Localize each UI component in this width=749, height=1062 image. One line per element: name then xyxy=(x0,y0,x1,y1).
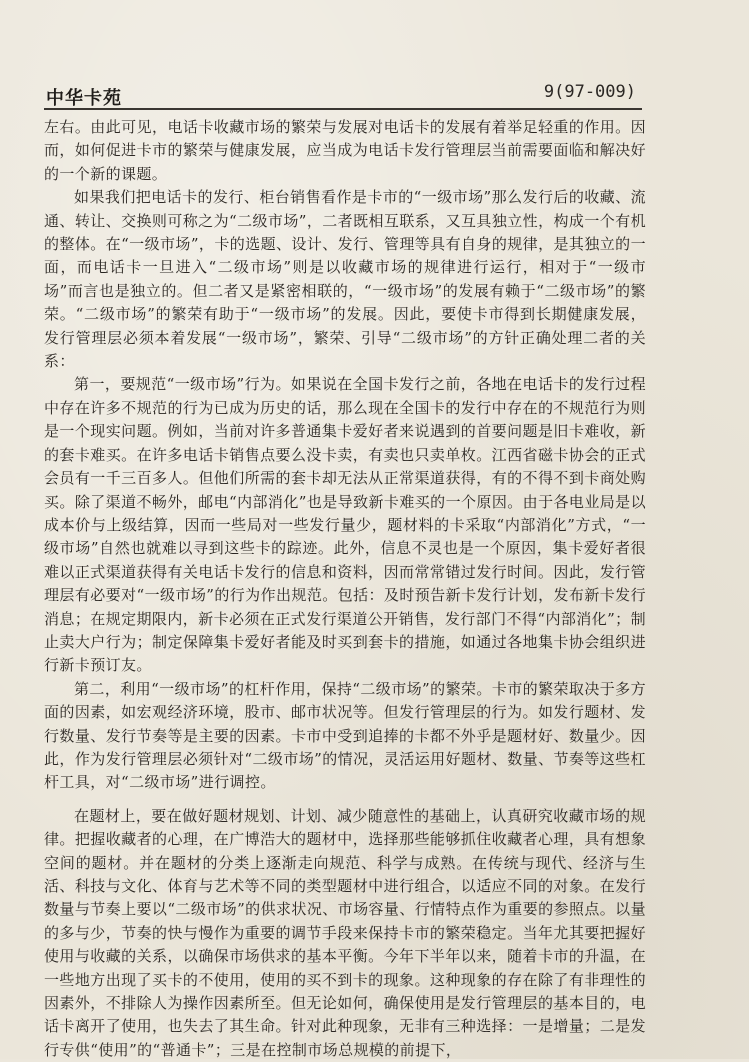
page-header xyxy=(44,80,644,108)
paragraph-4: 第二，利用“一级市场”的杠杆作用，保持“二级市场”的繁荣。卡市的繁荣取决于多方面的因素，如宏观经济环境，股市、邮市状况等。但发行管理层的行为。如发行题材、发行数量、发行节奏等是主要的因素。卡市中受到追捧的卡都不外乎是题材好、数量少。因此，作为发行管理层必须针对“二级市场”的情况，灵活运用好题材、数量、节奏等这些杠杆工具，对“二级市场”进行调控。 xyxy=(44,679,646,792)
paragraph-5: 在题材上，要在做好题材规划、计划、减少随意性的基础上，认真研究收藏市场的规律。把握收藏者的心理，在广博浩大的题材中，选择那些能够抓住收藏者心理，具有想象空间的题材。并在题材的分类上逐渐走向规范、科学与成熟。在传统与现代、经济与生活、科技与文化、体育与艺术等不同的类型题材中进行组合，以适应不同的对象。在发行数量与节奏上要以“二级市场”的供求状况、市场容量、行情特点作为重要的参照点。以量的多与少，节奏的快与慢作为重要的调节手段来保持卡市的繁荣稳定。当年尤其要把握好使用与收藏的关系，以确保市场供求的基本平衡。今年下半年以来，随着卡市的升温，在一些地方出现了买卡的不使用，使用的买不到卡的现象。这种现象的存在除了有非理性的因素外，不排除人为操作因素所至。但无论如何，确保使用是发行管理层的基本目的，电话卡离开了使用，也失去了其生命。针对此种现象，无非有三种选择：一是增量；二是发行专供“使用”的“普通卡”；三是在控制市场总规模的前提下， xyxy=(44,806,646,1059)
paragraph-2: 如果我们把电话卡的发行、柜台销售看作是卡市的“一级市场”那么发行后的收藏、流通、转让、交换则可称之为“二级市场”，二者既相互联系，又互具独立性，构成一个有机的整体。在“一级市场”，卡的选题、设计、发行、管理等具有自身的规律，是其独立的一面，而电话卡一旦进入“二级市场”则是以收藏市场的规律进行运行，相对于“一级市场”而言也是独立的。但二者又是紧密相联的，“一级市场”的发展有赖于“二级市场”的繁荣。“二级市场”的繁荣有助于“一级市场”的发展。因此，要使卡市得到长期健康发展，发行管理层必须本着发展“一级市场”，繁荣、引导“二级市场”的方针正确处理二者的关系： xyxy=(44,188,646,371)
header-rule xyxy=(44,108,642,110)
journal-title: 中华卡苑 xyxy=(46,88,122,109)
article-body xyxy=(44,116,646,1062)
paragraph-3: 第一，要规范“一级市场”行为。如果说在全国卡发行之前，各地在电话卡的发行过程中存在许多不规范的行为已成为历史的话，那么现在全国卡的发行中存在的不规范行为则是一个现实问题。例如，当前对许多普通集卡爱好者来说遇到的首要问题是旧卡难收，新的套卡难买。在许多电话卡销售点要么没卡卖，有卖也只卖单枚。江西省磁卡协会的正式会员有一千三百多人。但他们所需的套卡却无法从正常渠道获得，有的不得不到卡商处购买。除了渠道不畅外，邮电“内部消化”也是导致新卡难买的一个原因。由于各电业局是以成本价与上级结算，因而一些局对一些发行量少，题材料的卡采取“内部消化”方式，“一级市场”自然也就难以寻到这些卡的踪迹。此外，信息不灵也是一个原因，集卡爱好者很难以正式渠道获得有关电话卡发行的信息和资料，因而常常错过发行时间。因此，发行管理层有必要对“一级市场”的行为作出规范。包括：及时预告新卡发行计划，发布新卡发行消息；在规定期限内，新卡必须在正式发行渠道公开销售，发行部门不得“内部消化”；制止卖大户行为；制定保障集卡爱好者能及时买到套卡的措施，如通过各地集卡协会组织进行新卡预订友。 xyxy=(44,375,646,675)
paragraph-1: 左右。由此可见，电话卡收藏市场的繁荣与发展对电话卡的发展有着举足轻重的作用。因而，如何促进卡市的繁荣与健康发展，应当成为电话卡发行管理层当前需要面临和解决好的一个新的课题。 xyxy=(44,118,646,183)
issue-code: 9(97-009) xyxy=(543,82,636,102)
paragraph-gap xyxy=(44,795,646,805)
